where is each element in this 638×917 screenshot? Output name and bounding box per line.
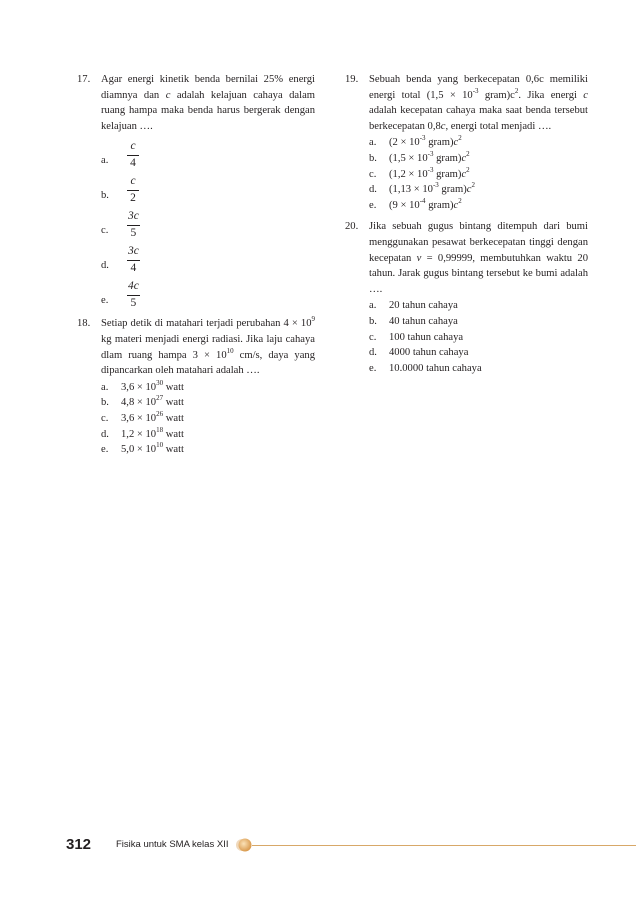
question-text: Sebuah benda yang berkecepatan 0,6c memiliki energi total ($1,5 \times 10^{-3}$ $gram)c^2$. Jika energi c adalah kecepatan cahaya maka saat benda tersebut berkecepatan 0,8c, energi total menjadi …. xyxy=(369,74,588,132)
question-19 xyxy=(336,72,588,213)
option-a[interactable]: a. ($2 \times 10^{-3}$ $gram)c^2$ xyxy=(369,134,462,149)
question-text: Agar energi kinetik benda bernilai 25% energi diamnya dan c adalah kelajuan cahaya dalam ruang hampa maka benda harus bergerak dengan kelajuan …. xyxy=(101,74,316,132)
option-a[interactable] xyxy=(101,135,315,170)
option-letter: d. xyxy=(101,260,109,272)
question-number: 19. xyxy=(345,74,359,85)
option-e[interactable] xyxy=(101,275,315,310)
question-number: 17. xyxy=(77,74,91,85)
option-c[interactable] xyxy=(101,205,315,240)
option-e[interactable]: e. 10.0000 tahun cahaya xyxy=(369,362,482,374)
footer-ornament-icon xyxy=(236,837,252,853)
option-d[interactable]: d. ($1,13 \times 10^{-3}$ $gram)c^2$ xyxy=(369,181,475,196)
option-d[interactable]: d. 4000 tahun cahaya xyxy=(369,347,469,359)
option-c[interactable]: c. 100 tahun cahaya xyxy=(369,331,464,343)
question-number: 20. xyxy=(345,221,359,233)
option-list xyxy=(369,135,588,213)
option-c[interactable]: c. ($1,2 \times 10^{-3}$ $gram)c^2$ xyxy=(369,165,470,180)
option-d[interactable]: d. $1,2 \times 10^{18}$ watt xyxy=(101,425,184,440)
left-column xyxy=(68,72,315,464)
page-footer xyxy=(66,836,636,856)
option-letter: a. xyxy=(101,155,109,167)
fraction: $\frac{3c}{5}$ xyxy=(128,210,139,240)
question-18 xyxy=(68,316,315,457)
right-column xyxy=(336,72,588,382)
option-b[interactable] xyxy=(101,170,315,205)
question-text: Jika sebuah gugus bintang ditempuh dari bumi menggunakan pesawat berkecepatan tinggi dengan kecepatan v = 0,99999, membutuhkan waktu 20 tahun. Jarak gugus bintang tersebut ke bumi adalah …. xyxy=(369,221,589,295)
fraction: $\frac{c}{4}$ xyxy=(127,140,139,170)
option-a[interactable]: a. $3,6 \times 10^{30}$ watt xyxy=(101,378,184,393)
fraction: $\frac{4c}{5}$ xyxy=(128,280,139,310)
option-letter: c. xyxy=(101,225,109,237)
fraction: $\frac{3c}{4}$ xyxy=(128,245,139,275)
option-c[interactable]: c. $3,6 \times 10^{26}$ watt xyxy=(101,409,184,424)
option-d[interactable] xyxy=(101,240,315,275)
option-list xyxy=(101,135,315,310)
question-20 xyxy=(336,219,588,376)
option-b[interactable]: b. $4,8 \times 10^{27}$ watt xyxy=(101,394,184,409)
option-a[interactable]: a. 20 tahun cahaya xyxy=(369,300,458,312)
book-title: Fisika untuk SMA kelas XII xyxy=(116,839,229,850)
option-letter: e. xyxy=(101,295,109,307)
option-letter: b. xyxy=(101,190,109,202)
option-b[interactable]: b. 40 tahun cahaya xyxy=(369,315,458,327)
question-text: Setiap detik di matahari terjadi perubahan $4 \times 10^9$ kg materi menjadi energi radiasi. Jika laju cahaya dlam ruang hampa $3 \times 10^{10}$ cm/s, daya yang dipancarkan oleh matahari adalah …. xyxy=(101,315,315,377)
page-number: 312 xyxy=(66,836,92,853)
footer-rule xyxy=(252,845,636,846)
option-list xyxy=(369,298,588,376)
option-e[interactable]: e. $5,0 \times 10^{10}$ watt xyxy=(101,441,184,456)
option-e[interactable]: e. ($9 \times 10^{-4}$ $gram)c^2$ xyxy=(369,196,462,211)
question-17 xyxy=(68,72,315,310)
option-b[interactable]: b. ($1,5 \times 10^{-3}$ $gram)c^2$ xyxy=(369,149,470,164)
question-number: 18. xyxy=(77,318,91,330)
option-list xyxy=(101,380,315,458)
fraction: $\frac{c}{2}$ xyxy=(127,175,139,205)
